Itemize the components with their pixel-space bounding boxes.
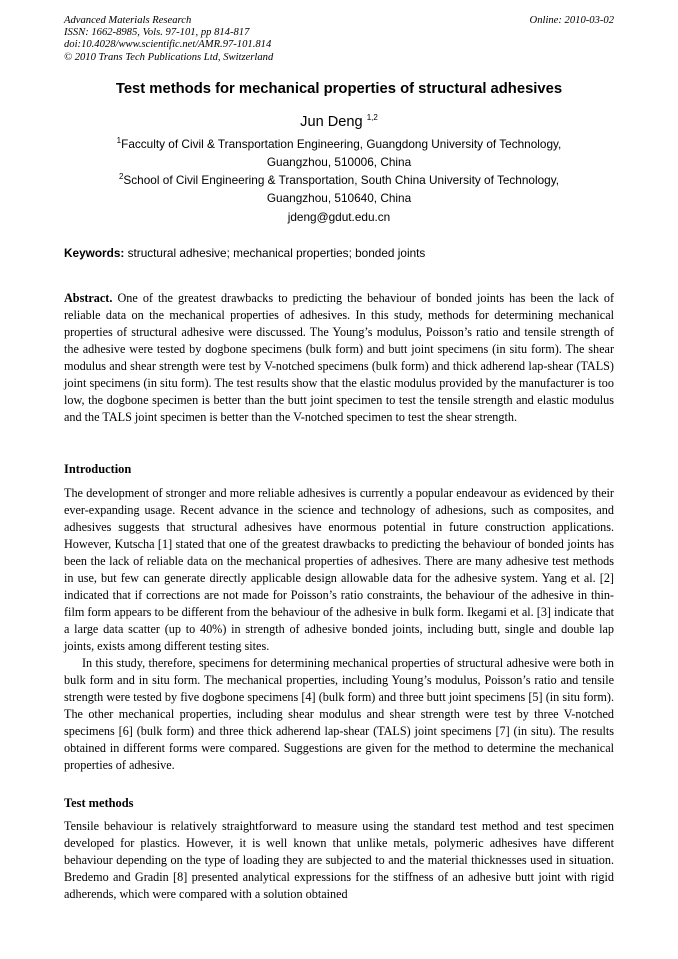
introduction-paragraph-2: In this study, therefore, specimens for determining mechanical properties of structural adhesive were both in bulk form and in situ form. The mechanical properties, including Young’s modulus, Poisson’s ratio and tensile strength were tested by five dogbone specimens [4] (bulk form) and three butt joint specimens [5] (in situ form). The other mechanical properties, including shear modulus and shear strength were test by three V-notched specimens [6] (bulk form) and three thick adherend lap-shear (TALS) joint specimens [7] (in situ). The results obtained in different forms were compared. Suggestions are given for the method to determine the mechanical properties of adhesive. [64,656,614,772]
affiliation-2-mark: 2 [118,172,124,182]
doi-line: doi:10.4028/www.scientific.net/AMR.97-101.814 [64,39,272,51]
affiliation-2 [64,171,614,207]
paper-title: Test methods for mechanical properties of structural adhesives [115,81,563,97]
affiliation-1-line1: Facculty of Civil & Transportation Engineering, Guangdong University of Technology, [121,137,562,151]
copyright-line: © 2010 Trans Tech Publications Ltd, Switzerland [64,51,274,63]
abstract-label: Abstract. [64,291,113,305]
journal-name: Advanced Materials Research [64,15,192,26]
keywords [64,245,614,261]
introduction-paragraph-1: The development of stronger and more reliable adhesives is currently a popular endeavour as evidenced by their ever-expanding usage. Recent advance in the science and technology of adhesions, such as composites, and adhesives suggests that structural adhesives have enormous potential in future construction applications. However, Kutscha [1] stated that one of the greatest drawbacks to predicting the behaviour of bonded joints has been the lack of reliable data on the mechanical properties of adhesives. There are many adhesive test methods in use, but few can generate directly applicable design allowable data for the adhesive system. Yang et al. [2] indicated that if corrections are not made for Poisson’s ratio constraints, the behaviour of the adhesive in thin-film form appears to be different from the behaviour of the adhesive in bulk form. Ikegami et al. [3] indicate that a large data scatter (up to 40%) in strength of adhesive bonded joints, including butt, single and double lap joints, exists among different testing sites. [64,486,614,653]
abstract-text: One of the greatest drawbacks to predicting the behaviour of bonded joints has been the lack of reliable data on the mechanical properties of adhesives. In this study, methods for determining mechanical properties of structural adhesive were discussed. The Young’s modulus, Poisson’s ratio and tensile strength of the adhesive were tested by dogbone specimens (bulk form) and butt joint specimens (in situ form). The shear modulus and shear strength were test by V-notched specimens (bulk form) and thick adherend lap-shear (TALS) joint specimens (in situ form). The test results show that the elastic modulus provided by the manufacturer is too low, the dogbone specimen is better than the butt joint specimen to test the tensile strength and elastic modulus and the TALS joint specimen is better than the V-notched specimen to test the shear strength. [64,291,614,424]
affiliation-2-line2: Guangzhou, 510640, China [266,191,412,205]
issn-line: ISSN: 1662-8985, Vols. 97-101, pp 814-817 [64,27,250,39]
abstract [64,290,614,426]
affiliation-1 [64,135,614,171]
author-name: Jun Deng [300,114,367,130]
keywords-text: structural adhesive; mechanical properties; bonded joints [124,246,426,260]
author-affiliation-marks: 1,2 [366,113,378,123]
journal-header [64,15,273,64]
author-line [64,113,614,131]
author-email: jdeng@gdut.edu.cn [287,210,391,224]
introduction-body [64,485,614,774]
affiliation-2-line1: School of Civil Engineering & Transportation, South China University of Technology, [123,173,560,187]
online-date: Online: 2010-03-02 [529,15,614,26]
introduction-heading: Introduction [64,462,132,476]
affiliation-1-mark: 1 [116,136,122,146]
test-methods-paragraph-1: Tensile behaviour is relatively straightforward to measure using the standard test method and test specimen developed for plastics. However, it is well known that unlike metals, polymeric adhesives have different behaviour depending on the type of loading they are subjected to and the material thicknesses used in situation. Bredemo and Gradin [8] presented analytical expressions for the stiffness of an adhesive butt joint with rigid adherends, which were compared with a solution obtained [64,819,614,901]
affiliation-1-line2: Guangzhou, 510006, China [266,155,412,169]
test-methods-heading: Test methods [64,796,134,810]
keywords-label: Keywords: [64,246,125,260]
test-methods-body [64,818,614,903]
